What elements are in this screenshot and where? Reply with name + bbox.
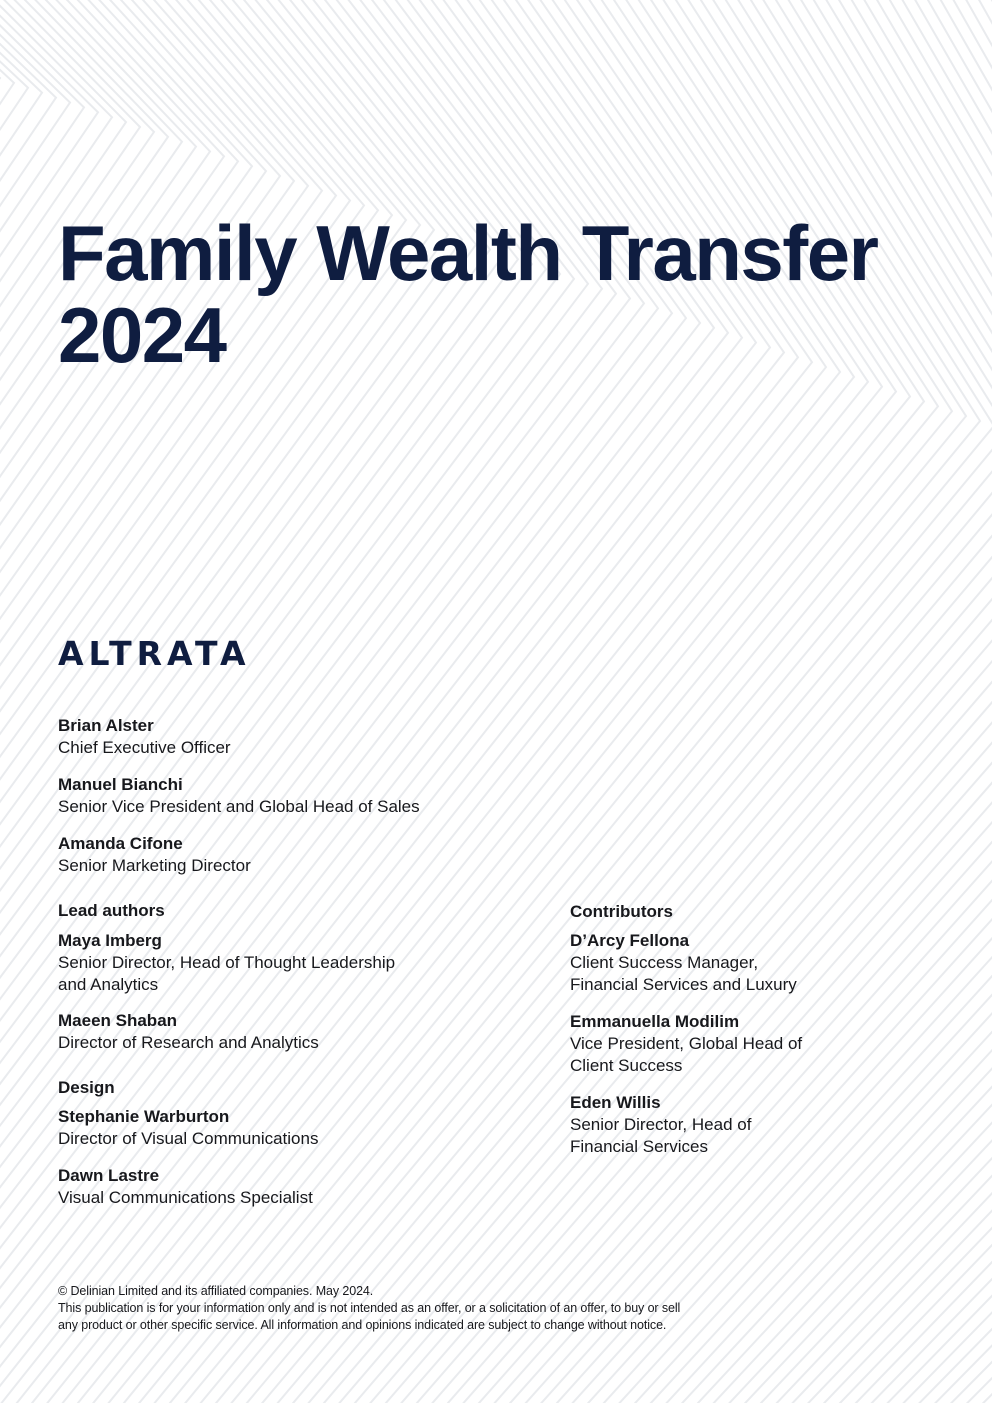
credit-maya-imberg xyxy=(58,930,395,996)
altrata-logo: ALTRATA xyxy=(58,634,251,673)
person-role: Senior Marketing Director xyxy=(58,856,251,875)
person-name: Maeen Shaban xyxy=(58,1011,178,1030)
credit-stephanie-warburton xyxy=(58,1106,318,1150)
credit-manuel-bianchi xyxy=(58,774,420,818)
person-name: Stephanie Warburton xyxy=(58,1107,230,1126)
credit-brian-alster xyxy=(58,715,231,759)
person-name: Eden Willis xyxy=(570,1093,661,1112)
credit-darcy-fellona xyxy=(570,930,797,996)
person-role: Senior Vice President and Global Head of Sales xyxy=(58,797,420,816)
credit-dawn-lastre xyxy=(58,1165,313,1209)
person-role: Director of Visual Communications xyxy=(58,1129,319,1148)
contributors-heading: Contributors xyxy=(570,902,673,921)
copyright-line: © Delinian Limited and its affiliated companies. May 2024. xyxy=(58,1284,374,1298)
design-heading: Design xyxy=(58,1078,115,1097)
credits-left-column xyxy=(58,0,478,1403)
person-role: Senior Director, Head of Financial Services xyxy=(570,1115,752,1156)
person-name: Dawn Lastre xyxy=(58,1166,160,1185)
person-name: Emmanuella Modilim xyxy=(570,1012,740,1031)
person-role: Client Success Manager, Financial Services and Luxury xyxy=(570,953,797,994)
person-role: Director of Research and Analytics xyxy=(58,1033,319,1052)
disclaimer-line-2: any product or other specific service. All information and opinions indicated are subject to change without notice. xyxy=(58,1318,667,1332)
person-name: Maya Imberg xyxy=(58,931,162,950)
credit-maeen-shaban xyxy=(58,1010,319,1054)
lead-authors-heading: Lead authors xyxy=(58,901,165,920)
credit-eden-willis xyxy=(570,1092,751,1158)
person-name: Amanda Cifone xyxy=(58,834,183,853)
person-role: Senior Director, Head of Thought Leadership and Analytics xyxy=(58,953,396,994)
person-name: Manuel Bianchi xyxy=(58,775,183,794)
person-role: Vice President, Global Head of Client Success xyxy=(570,1034,803,1075)
credit-emmanuella-modilim xyxy=(570,1011,802,1077)
person-role: Visual Communications Specialist xyxy=(58,1188,313,1207)
page-title-line-2: 2024 xyxy=(58,291,226,379)
legal-footer xyxy=(58,1283,778,1334)
page-title-line-1: Family Wealth Transfer xyxy=(58,209,878,297)
person-role: Chief Executive Officer xyxy=(58,738,231,757)
person-name: Brian Alster xyxy=(58,716,154,735)
disclaimer-line-1: This publication is for your information only and is not intended as an offer, or a solicitation of an offer, to buy or sell xyxy=(58,1301,681,1315)
credit-amanda-cifone xyxy=(58,833,251,877)
person-name: D’Arcy Fellona xyxy=(570,931,690,950)
credits-right-column xyxy=(570,0,950,1403)
